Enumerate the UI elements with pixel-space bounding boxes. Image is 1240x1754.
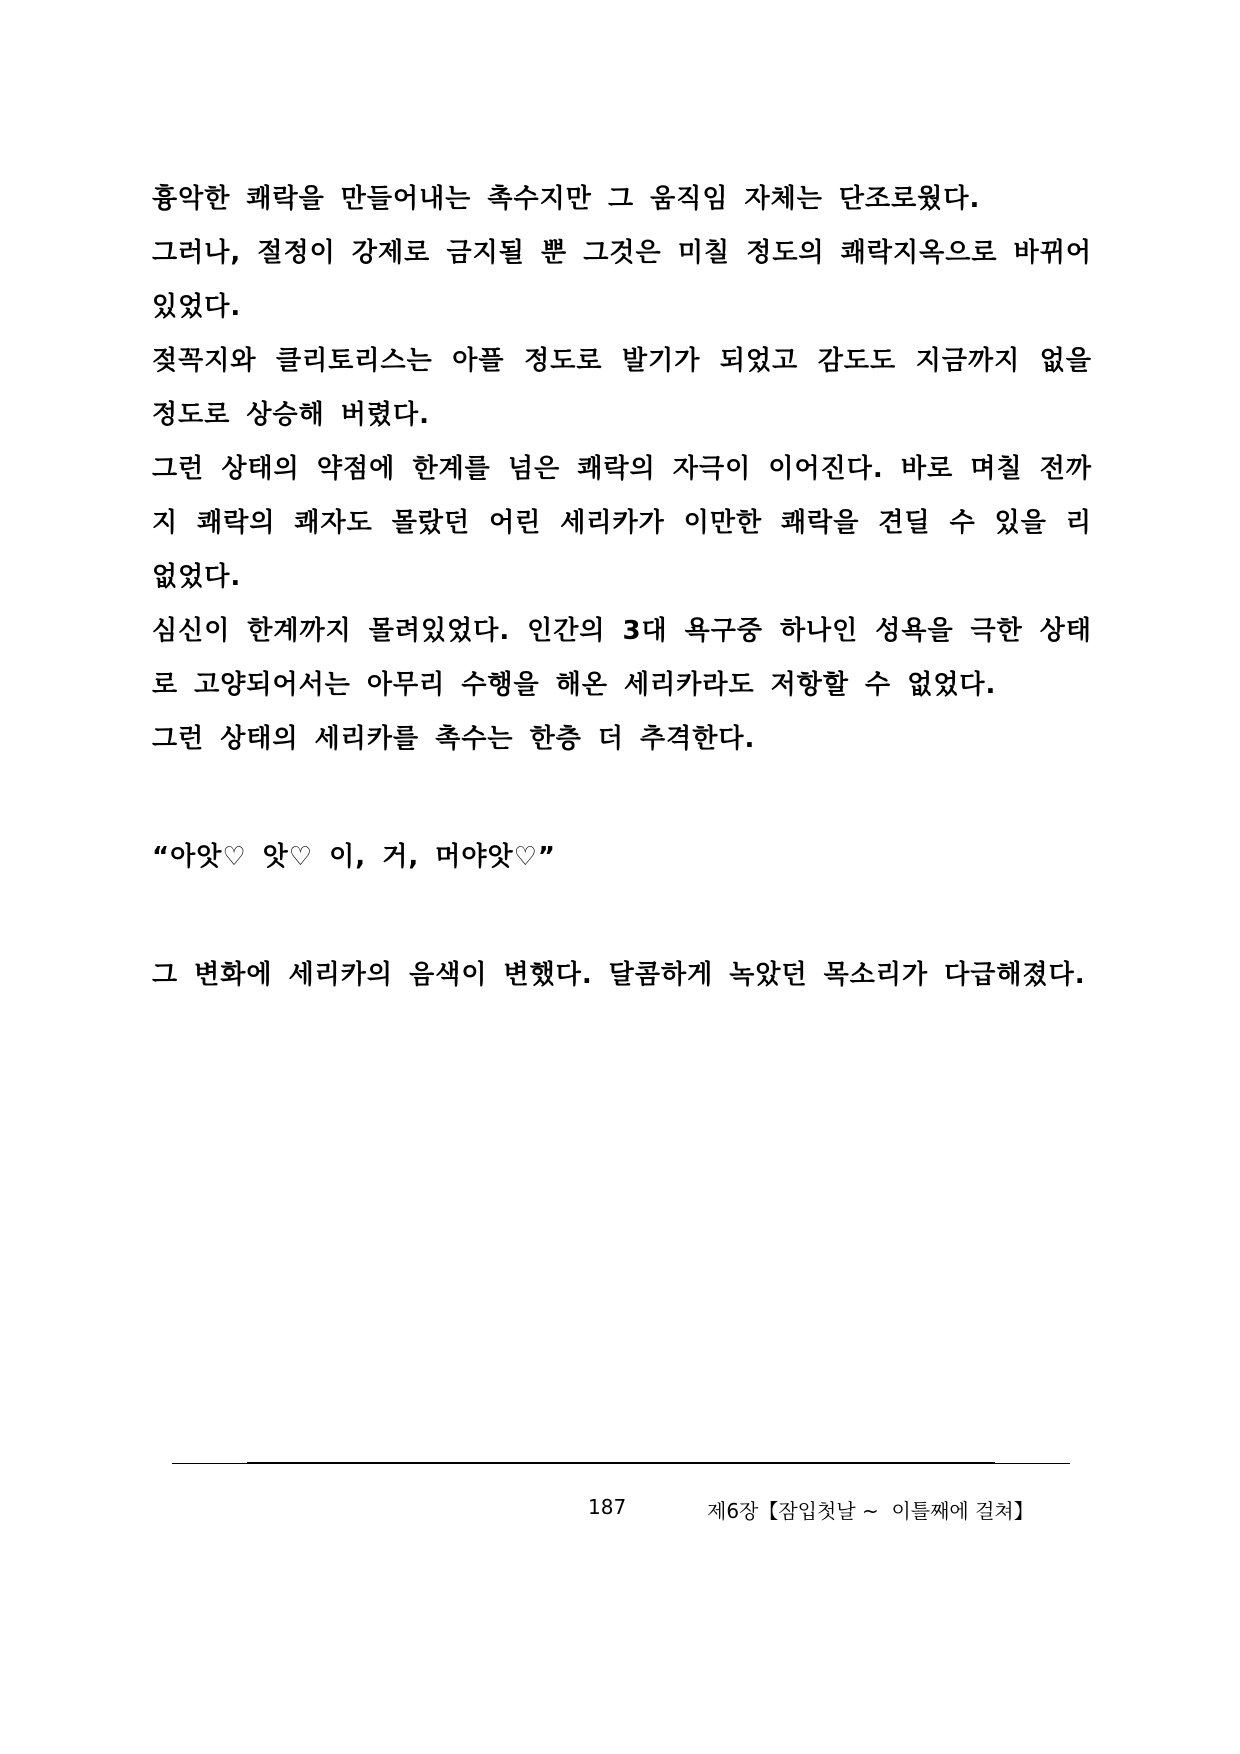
paragraph-1: 흉악한 쾌락을 만들어내는 촉수지만 그 움직임 자체는 단조로웠다. (152, 184, 981, 214)
paragraph-2: 그러나, 절정이 강제로 금지될 뿐 그것은 미칠 정도의 쾌락지옥으로 바뀌어 있었다. (152, 238, 1092, 322)
paragraph-6: 그런 상태의 세리카를 촉수는 한층 더 추격한다. (152, 724, 756, 754)
paragraph-5: 심신이 한계까지 몰려있었다. 인간의 3대 욕구중 하나인 성욕을 극한 상태로 고양되어서는 아무리 수행을 해온 세리카라도 저항할 수 없었다. (152, 616, 1092, 700)
paragraph-3: 젖꼭지와 클리토리스는 아플 정도로 발기가 되었고 감도도 지금까지 없을 정도로 상승해 버렸다. (152, 346, 1092, 430)
page-number: 187 (588, 1495, 627, 1519)
blank-line (152, 766, 1092, 830)
chapter-title: 제6장【잠입첫날 ~ 이틀째에 걸쳐】 (707, 1499, 1034, 1523)
closing-paragraph: 그 변화에 세리카의 음색이 변했다. 달콤하게 녹았던 목소리가 다급해졌다. (152, 960, 1086, 990)
body-text (152, 172, 1092, 1002)
dialogue-line: “아앗♡ 앗♡ 이, 거, 머야앗♡” (152, 842, 556, 872)
paragraph-4: 그런 상태의 약점에 한계를 넘은 쾌락의 자극이 이어진다. 바로 며칠 전까지 쾌락의 쾌자도 몰랐던 어린 세리카가 이만한 쾌락을 견딜 수 있을 리 없었다. (152, 454, 1092, 592)
footer-rule-accent (247, 1462, 995, 1464)
blank-line (152, 884, 1092, 948)
